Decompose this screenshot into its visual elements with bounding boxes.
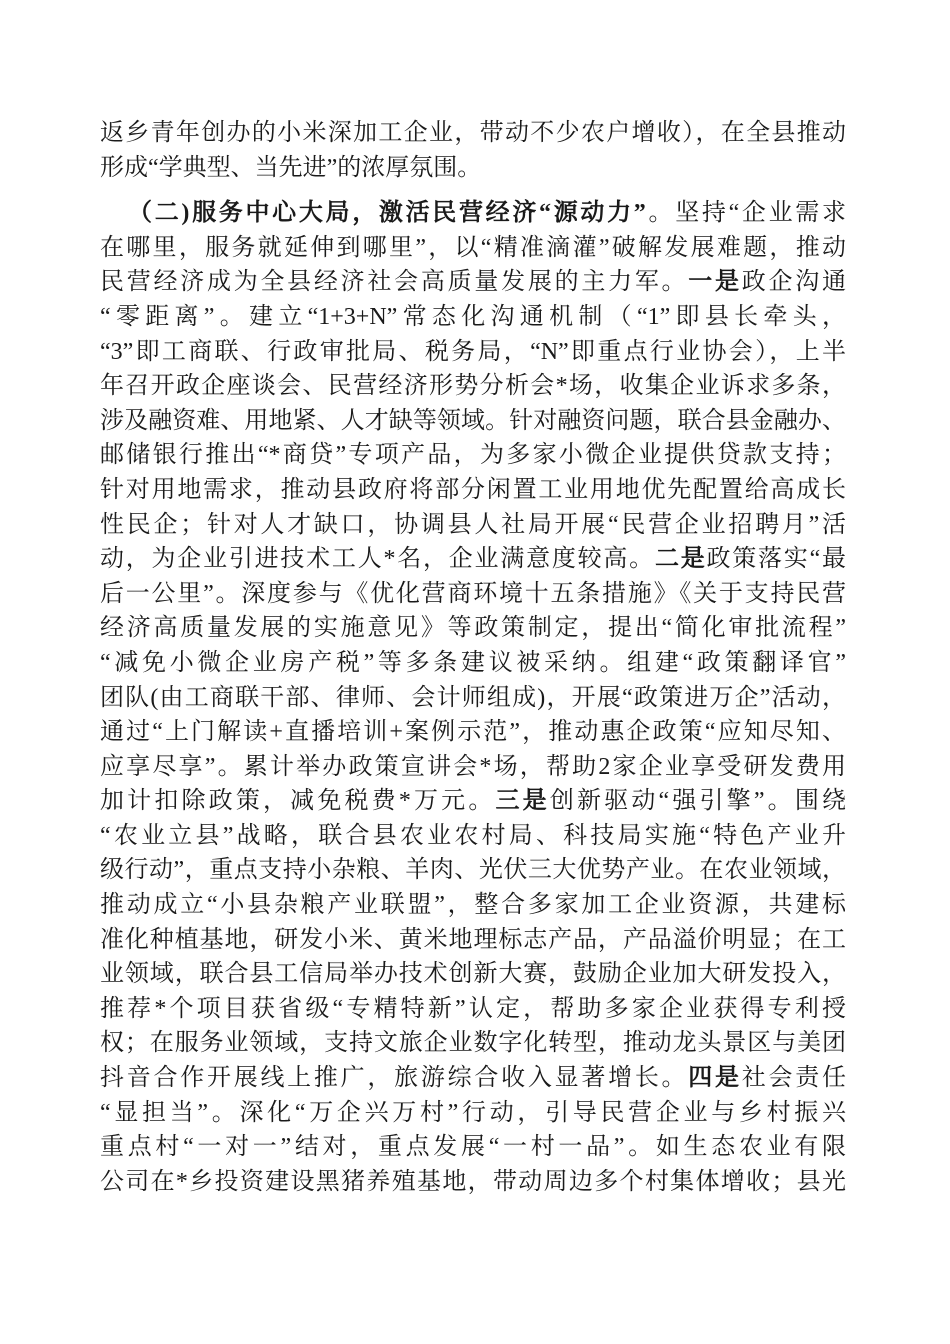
text-run: 加计扣除政策，减免税费*万元。 bbox=[100, 788, 496, 815]
text-line bbox=[100, 1130, 846, 1165]
text-line bbox=[100, 542, 846, 577]
text-run: “农业立县”战略，联合县农业农村局、科技局实施“特色产业升 bbox=[100, 822, 846, 849]
text-run: 动，为企业引进技术工人*名，企业满意度较高。 bbox=[100, 546, 655, 573]
text-run: 在哪里，服务就延伸到哪里”，以“精准滴灌”破解发展难题，推动 bbox=[100, 234, 846, 261]
text-run: 。坚持“企业需求 bbox=[645, 200, 846, 227]
paragraph bbox=[100, 116, 846, 185]
text-line bbox=[100, 1026, 846, 1061]
text-line bbox=[100, 715, 846, 750]
text-line bbox=[100, 473, 846, 508]
text-run: 推荐*个项目获省级“专精特新”认定，帮助多家企业获得专利授 bbox=[100, 995, 846, 1022]
text-run: “显担当”。深化“万企兴万村”行动，引导民营企业与乡村振兴 bbox=[100, 1099, 846, 1126]
text-line bbox=[100, 681, 846, 716]
text-line bbox=[100, 196, 846, 231]
text-line bbox=[100, 335, 846, 370]
paragraph bbox=[100, 196, 846, 1199]
text-line bbox=[100, 646, 846, 681]
text-line bbox=[100, 1061, 846, 1096]
emphasis-text-run: （二)服务中心大局，激活民营经济“源动力” bbox=[128, 200, 646, 227]
text-run: 年召开政企座谈会、民营经济形势分析会*场，收集企业诉求多条， bbox=[100, 373, 846, 400]
text-line bbox=[100, 923, 846, 958]
text-line bbox=[100, 750, 846, 785]
text-line bbox=[100, 300, 846, 335]
text-line bbox=[100, 577, 846, 612]
text-run: 推动成立“小县杂粮产业联盟”，整合多家加工企业资源，共建标 bbox=[100, 892, 846, 919]
emphasis-text-run: 四是 bbox=[688, 1065, 742, 1092]
text-line bbox=[100, 853, 846, 888]
text-line bbox=[100, 116, 846, 151]
text-line bbox=[100, 888, 846, 923]
text-run: 抖音合作开展线上推广，旅游综合收入显著增长。 bbox=[100, 1065, 689, 1092]
text-line bbox=[100, 957, 846, 992]
emphasis-text-run: 三是 bbox=[495, 788, 550, 815]
text-run: 级行动”，重点支持小杂粮、羊肉、光伏三大优势产业。在农业领域， bbox=[100, 857, 846, 884]
text-run: 民营经济成为全县经济社会高质量发展的主力军。 bbox=[100, 269, 689, 296]
text-run: 团队(由工商联干部、律师、会计师组成)，开展“政策进万企”活动， bbox=[100, 684, 846, 711]
text-run: “减免小微企业房产税”等多条建议被采纳。组建“政策翻译官” bbox=[100, 649, 846, 676]
text-run: “3”即工商联、行政审批局、税务局，“N”即重点行业协会），上半 bbox=[100, 338, 846, 365]
text-line bbox=[100, 1096, 846, 1131]
text-line bbox=[100, 404, 846, 439]
text-line bbox=[100, 819, 846, 854]
text-line bbox=[100, 438, 846, 473]
text-line bbox=[100, 231, 846, 266]
text-run: 性民企；针对人才缺口，协调县人社局开展“民营企业招聘月”活 bbox=[100, 511, 846, 538]
text-line bbox=[100, 1165, 846, 1200]
text-run: 创新驱动“强引擎”。围绕 bbox=[549, 788, 847, 815]
text-run: 公司在*乡投资建设黑猪养殖基地，带动周边多个村集体增收；县光 bbox=[100, 1168, 846, 1195]
text-line bbox=[100, 369, 846, 404]
text-run: 应享尽享”。累计举办政策宣讲会*场，帮助2家企业享受研发费用 bbox=[100, 753, 846, 780]
text-run: 返乡青年创办的小米深加工企业，带动不少农户增收），在全县推动 bbox=[100, 120, 846, 146]
text-run: 针对用地需求，推动县政府将部分闲置工业用地优先配置给高成长 bbox=[100, 476, 846, 503]
text-run: 准化种植基地，研发小米、黄米地理标志产品，产品溢价明显；在工 bbox=[100, 926, 846, 953]
text-run: 形成“学典型、当先进”的浓厚氛围。 bbox=[100, 154, 482, 181]
text-run: 经济高质量发展的实施意见》等政策制定，提出“简化审批流程” bbox=[100, 615, 846, 642]
text-line bbox=[100, 784, 846, 819]
text-run: 重点村“一对一”结对，重点发展“一村一品”。如生态农业有限 bbox=[100, 1134, 846, 1161]
text-line bbox=[100, 265, 846, 300]
text-run: 后一公里”。深度参与《优化营商环境十五条措施》《关于支持民营 bbox=[100, 580, 846, 607]
text-run: 涉及融资难、用地紧、人才缺等领域。针对融资问题，联合县金融办、 bbox=[100, 407, 846, 434]
text-line bbox=[100, 611, 846, 646]
text-block bbox=[100, 116, 846, 1199]
text-run: 通过“上门解读+直播培训+案例示范”，推动惠企政策“应知尽知、 bbox=[100, 719, 846, 746]
text-line bbox=[100, 151, 846, 186]
text-run: 邮储银行推出“*商贷”专项产品，为多家小微企业提供贷款支持； bbox=[100, 442, 846, 469]
text-run: 政策落实“最 bbox=[706, 546, 847, 573]
emphasis-text-run: 一是 bbox=[688, 269, 742, 296]
text-line bbox=[100, 992, 846, 1027]
text-run: 政企沟通 bbox=[741, 269, 847, 296]
text-run: 业领域，联合县工信局举办技术创新大赛，鼓励企业加大研发投入， bbox=[100, 961, 846, 988]
text-run: 权；在服务业领域，支持文旅企业数字化转型，推动龙头景区与美团 bbox=[100, 1030, 846, 1057]
text-run: “零距离”。建立“1+3+N”常态化沟通机制（“1”即县长牵头， bbox=[100, 303, 846, 330]
emphasis-text-run: 二是 bbox=[654, 546, 707, 573]
text-run: 社会责任 bbox=[741, 1065, 847, 1092]
text-line bbox=[100, 508, 846, 543]
